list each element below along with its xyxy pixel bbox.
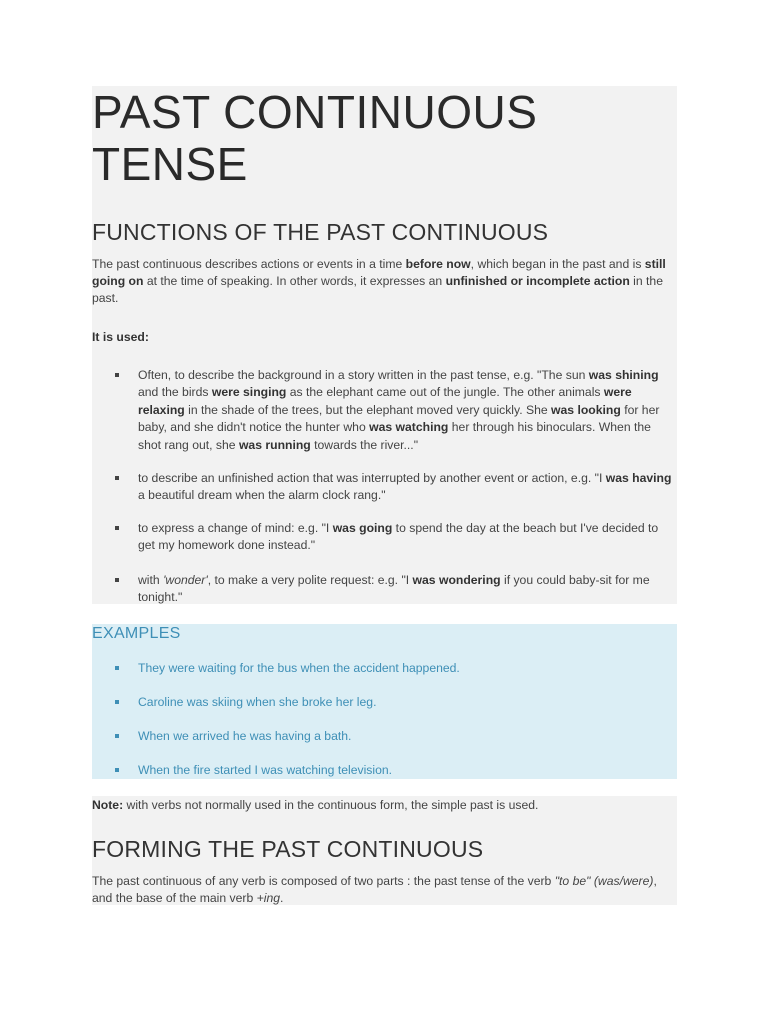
page-title-line-1: PAST CONTINUOUS — [92, 86, 538, 138]
it-is-used-label: It is used: — [92, 330, 149, 344]
bullet-icon — [115, 476, 119, 480]
forming-heading: FORMING THE PAST CONTINUOUS — [92, 836, 484, 862]
examples-heading: EXAMPLES — [92, 625, 181, 642]
bullet-icon — [115, 768, 119, 772]
bullet-icon — [115, 373, 119, 377]
example-text: They were waiting for the bus when the accident happened. — [138, 661, 460, 675]
bullet-icon — [115, 666, 119, 670]
bullet-icon — [115, 734, 119, 738]
use-item-text: with 'wonder', to make a very polite request: e.g. "I was wondering if you could baby-sit for me tonight." — [138, 573, 650, 605]
note-label: Note: — [92, 798, 124, 812]
page-title — [92, 86, 672, 190]
example-text: When we arrived he was having a bath. — [138, 729, 352, 743]
note-paragraph: Note: with verbs not normally used in the continuous form, the simple past is used. — [92, 798, 539, 812]
use-item-text: Often, to describe the background in a story written in the past tense, e.g. "The sun was shining and the birds were singing as the elephant came out of the jungle. The other animals were relaxing in the shade of the trees, but the elephant moved very quickly. She was looking for her baby, and she didn't notice the hunter who was watching her through his binoculars. When the shot rang out, she was running towards the river..." — [138, 368, 660, 452]
bullet-icon — [115, 526, 119, 530]
functions-heading: FUNCTIONS OF THE PAST CONTINUOUS — [92, 219, 549, 245]
use-item-text: to express a change of mind: e.g. "I was going to spend the day at the beach but I've decided to get my homework done instead." — [138, 521, 659, 553]
use-item-text: to describe an unfinished action that was interrupted by another event or action, e.g. "I was having a beautiful dream when the alarm clock rang." — [138, 471, 672, 503]
example-text: Caroline was skiing when she broke her leg. — [138, 695, 377, 709]
bullet-icon — [115, 700, 119, 704]
functions-intro: The past continuous describes actions or events in a time before now, which began in the past and is still going on at the time of speaking. In other words, it expresses an unfinished or incomplete action in the past. — [92, 257, 666, 305]
page-title-line-2: TENSE — [92, 138, 248, 190]
forming-paragraph: The past continuous of any verb is composed of two parts : the past tense of the verb "to be" (was/were), and the base of the main verb +ing. — [92, 874, 657, 905]
example-text: When the fire started I was watching television. — [138, 763, 393, 777]
bullet-icon — [115, 578, 119, 582]
